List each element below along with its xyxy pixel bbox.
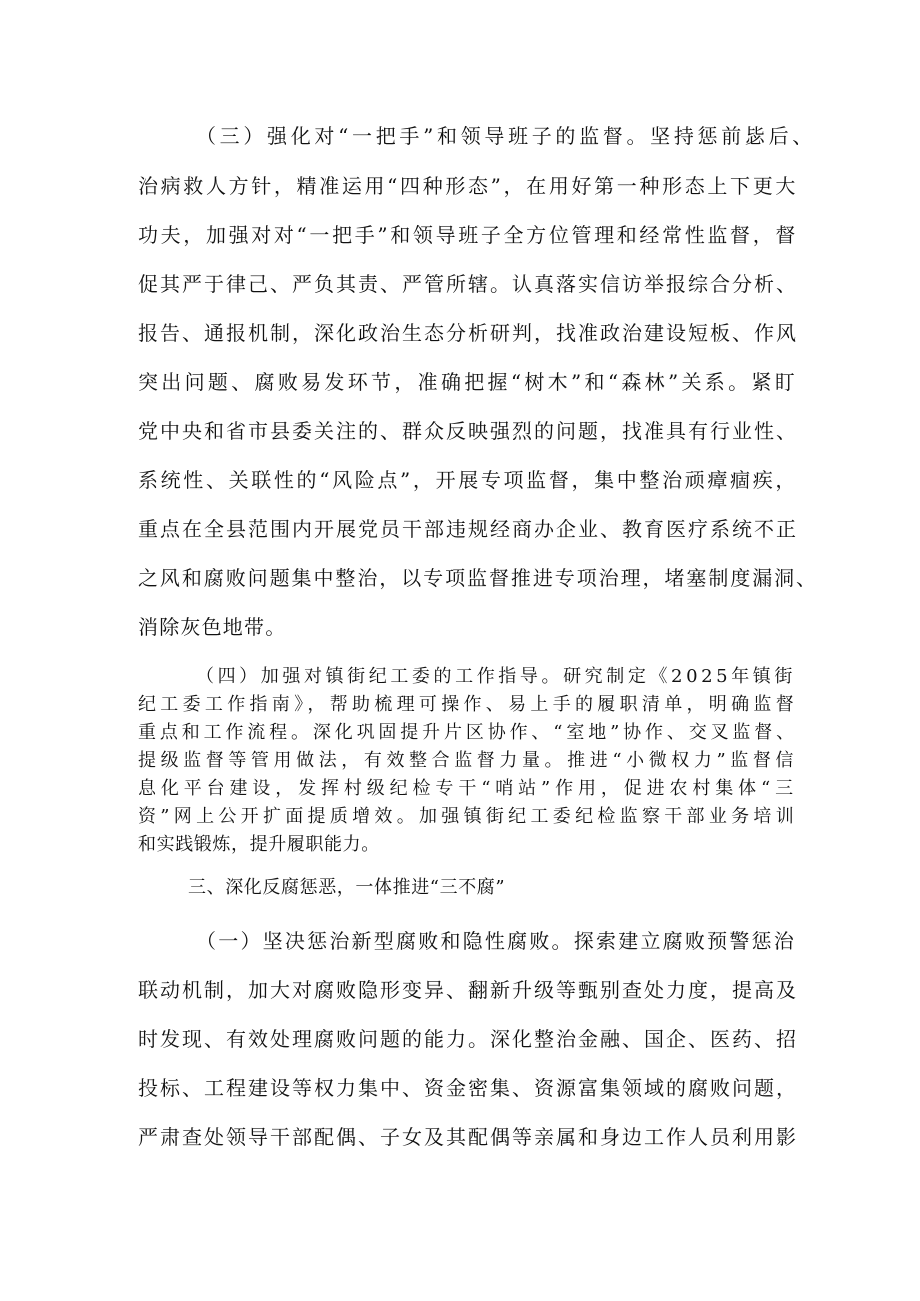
- paragraph-line: 资”网上公开扩面提质增效。加强镇街纪工委纪检监察干部业务培训: [138, 806, 798, 827]
- paragraph-line: （四）加强对镇街纪工委的工作指导。研究制定《2025年镇街: [196, 666, 796, 687]
- paragraph-line: 重点和工作流程。深化巩固提升片区协作、“室地”协作、交叉监督、: [138, 722, 798, 743]
- paragraph-line: 之风和腐败问题集中整治，以专项监督推进专项治理，堵塞制度漏洞、: [138, 566, 818, 590]
- paragraph-line: 党中央和省市县委关注的、群众反映强烈的问题，找准具有行业性、: [138, 419, 798, 443]
- paragraph-line: 促其严于律己、严负其责、严管所辖。认真落实信访举报综合分析、: [138, 272, 798, 296]
- paragraph-line: 系统性、关联性的“风险点”，开展专项监督，集中整治顽瘴痼疾，: [138, 468, 798, 492]
- paragraph-line: 治病救人方针，精准运用“四种形态”，在用好第一种形态上下更大: [138, 174, 798, 198]
- paragraph-line: 消除灰色地带。: [138, 615, 287, 639]
- paragraph-line: 纪工委工作指南》，帮助梳理可操作、易上手的履职清单，明确监督: [138, 694, 798, 715]
- paragraph-line: 和实践锻炼，提升履职能力。: [138, 834, 380, 855]
- paragraph-line: 重点在全县范围内开展党员干部违规经商办企业、教育医疗系统不正: [138, 517, 798, 541]
- paragraph-line: 时发现、有效处理腐败问题的能力。深化整治金融、国企、医药、招: [138, 1027, 798, 1051]
- heading-three: 三、深化反腐惩恶，一体推进“三不腐”: [188, 877, 506, 898]
- paragraph-line: （一）坚决惩治新型腐败和隐性腐败。探索建立腐败预警惩治: [196, 929, 796, 953]
- paragraph-line: 联动机制，加大对腐败隐形变异、翻新升级等甄别查处力度，提高及: [138, 978, 798, 1002]
- paragraph-line: 突出问题、腐败易发环节，准确把握“树木”和“森林”关系。紧盯: [138, 370, 798, 394]
- paragraph-line: 报告、通报机制，深化政治生态分析研判，找准政治建设短板、作风: [138, 321, 798, 345]
- paragraph-line: 严肃查处领导干部配偶、子女及其配偶等亲属和身边工作人员利用影: [138, 1125, 798, 1149]
- paragraph-line: 投标、工程建设等权力集中、资金密集、资源富集领域的腐败问题，: [138, 1076, 798, 1100]
- paragraph-line: （三）强化对“一把手”和领导班子的监督。坚持惩前毖后、: [196, 124, 816, 148]
- paragraph-line: 提级监督等管用做法，有效整合监督力量。推进“小微权力”监督信: [138, 750, 798, 771]
- paragraph-line: 功夫，加强对对“一把手”和领导班子全方位管理和经常性监督，督: [138, 223, 798, 247]
- paragraph-line: 息化平台建设，发挥村级纪检专干“哨站”作用，促进农村集体“三: [138, 778, 798, 799]
